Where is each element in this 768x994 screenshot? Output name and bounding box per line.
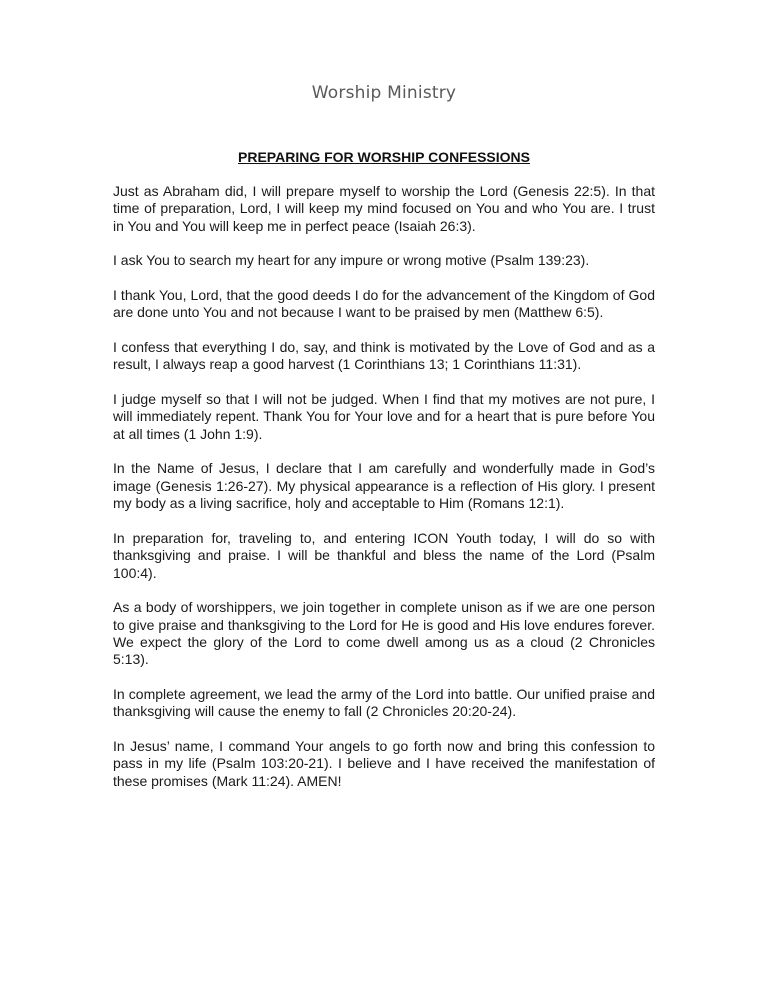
paragraph-love-of-god: I confess that everything I do, say, and think is motivated by the Love of God and as a result, I always reap a good harvest (1 Corinthians 13; 1 Corinthians 11:31). xyxy=(113,339,655,373)
paragraph-search-heart: I ask You to search my heart for any impure or wrong motive (Psalm 139:23). xyxy=(113,252,590,269)
paragraph-army-of-lord: In complete agreement, we lead the army of the Lord into battle. Our unified praise and thanksgiving will cause the enemy to fall (2 Chronicles 20:20-24). xyxy=(113,686,655,720)
document-title: PREPARING FOR WORSHIP CONFESSIONS xyxy=(238,149,530,165)
paragraph-prepare: Just as Abraham did, I will prepare myself to worship the Lord (Genesis 22:5). In that time of preparation, Lord, I will keep my mind focused on You and who You are. I trust in You and You will keep me in perfect peace (Isaiah 26:3). xyxy=(113,183,655,234)
paragraph-worshippers: As a body of worshippers, we join together in complete unison as if we are one person to give praise and thanksgiving to the Lord for He is good and His love endures forever. We expect the glory of the Lord to come dwell among us as a cloud (2 Chronicles 5:13). xyxy=(113,599,655,668)
paragraph-judge-myself: I judge myself so that I will not be judged. When I find that my motives are not pure, I will immediately repent. Thank You for Your love and for a heart that is pure before You at all times (1 John 1:9). xyxy=(113,391,655,442)
paragraph-icon-youth: In preparation for, traveling to, and entering ICON Youth today, I will do so with thanksgiving and praise. I will be thankful and bless the name of the Lord (Psalm 100:4). xyxy=(113,529,655,581)
document-body xyxy=(113,183,655,807)
ministry-header: Worship Ministry xyxy=(311,83,457,103)
paragraph-amen: In Jesus’ name, I command Your angels to go forth now and bring this confession to pass in my life (Psalm 103:20-21). I believe and I have received the manifestation of these promises (Mark 11:24). AMEN! xyxy=(113,738,655,789)
paragraph-gods-image: In the Name of Jesus, I declare that I am carefully and wonderfully made in God’s image (Genesis 1:26-27). My physical appearance is a reflection of His glory. I present my body as a living sacrifice, holy and acceptable to Him (Romans 12:1). xyxy=(113,460,655,512)
paragraph-good-deeds: I thank You, Lord, that the good deeds I do for the advancement of the Kingdom of God are done unto You and not because I want to be praised by men (Matthew 6:5). xyxy=(113,287,655,321)
